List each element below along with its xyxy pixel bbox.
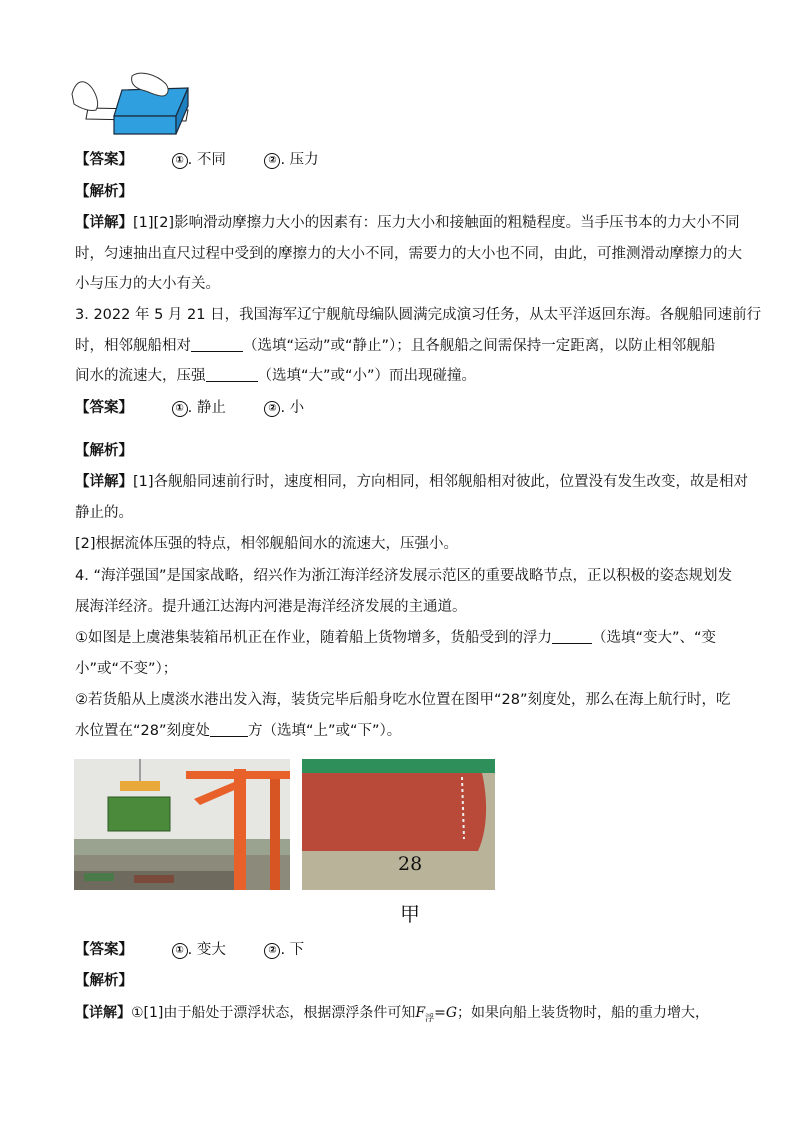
- q3-detail-line-1: 【详解】[1]各舰船同速前行时，速度相同，方向相同，相邻舰船相对彼此，位置没有发生改变，故是相对: [75, 474, 749, 490]
- q2-detail-line-2: 时，匀速抽出直尺过程中受到的摩擦力的大小不同，需要力的大小也不同，由此，可推测滑动摩擦力的大: [75, 246, 742, 262]
- option-number-1: ①: [172, 153, 188, 169]
- q4-text-line-3: ①如图是上虞港集装箱吊机正在作业，随着船上货物增多，货船受到的浮力 （选填“变大”、“变: [75, 630, 717, 646]
- answer-label: 【答案】: [75, 152, 133, 168]
- hull-red: [302, 773, 486, 851]
- q3-blank-2: [206, 367, 258, 382]
- book-front: [114, 116, 176, 134]
- q4-text-line-5: ②若货船从上虞淡水港出发入海，装货完毕后船身吃水位置在图甲“28”刻度处，那么在海上航行时，吃: [75, 692, 731, 708]
- q4-answer-option-1: ① . 变大: [172, 940, 226, 960]
- q3-answer-option-2: ② . 小: [264, 398, 304, 418]
- q2-answer-option-2: ② . 压力: [264, 150, 318, 170]
- q4-text-line-4: 小”或“不变”）；: [75, 661, 178, 677]
- formula-G: =G: [434, 1005, 458, 1021]
- q4-text-line-1: 4. “海洋强国”是国家战略，绍兴作为浙江海洋经济发展示范区的重要战略节点，正以积极的姿态规划发: [75, 568, 732, 584]
- crane-boom: [186, 771, 290, 779]
- q3-analysis-label: 【解析】: [75, 443, 133, 459]
- option-number-2: ②: [264, 943, 280, 959]
- hand-left: [72, 82, 98, 111]
- q3-detail-line-2: 静止的。: [75, 505, 133, 521]
- q4-text-line-6: 水位置在“28”刻度处 方（选填“上”或“下”）。: [75, 723, 402, 739]
- formula-subscript: 浮: [425, 1013, 435, 1024]
- option-number-1: ①: [172, 943, 188, 959]
- answer-label: 【答案】: [75, 400, 133, 416]
- answer-label: 【答案】: [75, 942, 133, 958]
- q2-answer-option-1: ① . 不同: [172, 150, 226, 170]
- draft-mark-label: 28: [398, 853, 423, 875]
- q3-detail-line-3: [2]根据流体压强的特点，相邻舰船间水的流速大，压强小。: [75, 536, 459, 552]
- figure-caption: 甲: [400, 902, 420, 926]
- crane-leg: [270, 779, 280, 890]
- q3-answer-option-1: ① . 静止: [172, 398, 226, 418]
- option-number-1: ①: [172, 401, 188, 417]
- formula-F: F: [415, 1005, 426, 1021]
- book-ruler-figure: [70, 66, 195, 138]
- q4-answer-option-2: ② . 下: [264, 940, 304, 960]
- q4-analysis-label: 【解析】: [75, 973, 133, 989]
- q3-text-line-1: 3. 2022 年 5 月 21 日，我国海军辽宁舰航母编队圆满完成演习任务，从太平洋返回东海。各舰船同速前行: [75, 307, 762, 323]
- container: [108, 797, 170, 831]
- q4-blank-1: [552, 629, 592, 644]
- q4-answer-row: [75, 940, 304, 960]
- q4-detail-line-1: 【详解】①[1]由于船处于漂浮状态，根据漂浮条件可知$F_浮=G$；如果向船上装货物时，船的重力增大，: [75, 1005, 710, 1024]
- q4-blank-2: [210, 722, 248, 737]
- q3-text-line-3: 间水的流速大，压强 （选填“大”或“小”）而出现碰撞。: [75, 368, 477, 384]
- hull-green-band: [302, 759, 495, 773]
- q3-text-line-2: 时，相邻舰船相对 （选填“运动”或“静止”）；且各舰船之间需保持一定距离，以防止相邻舰船: [75, 338, 716, 354]
- q3-blank-1: [191, 337, 243, 352]
- q2-detail-line-3: 小与压力的大小有关。: [75, 276, 220, 292]
- option-number-2: ②: [264, 401, 280, 417]
- q2-analysis-label: 【解析】: [75, 184, 133, 200]
- q2-detail-line-1: 【详解】[1][2]影响滑动摩擦力大小的因素有：压力大小和接触面的粗糙程度。当手压书本的力大小不同: [75, 215, 740, 231]
- q3-answer-row: [75, 398, 304, 418]
- option-number-2: ②: [264, 153, 280, 169]
- port-crane-photo: [74, 759, 290, 890]
- q2-answer-row: [75, 150, 319, 170]
- q4-text-line-2: 展海洋经济。提升通江达海内河港是海洋经济发展的主通道。: [75, 599, 467, 615]
